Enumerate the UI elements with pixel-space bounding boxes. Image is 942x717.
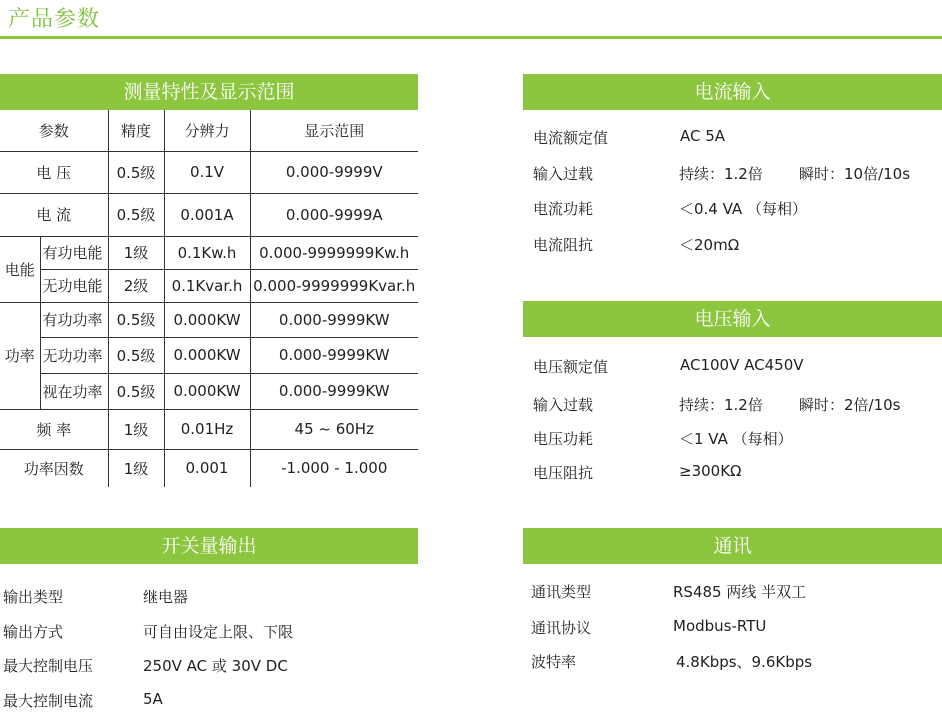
switch-output-value: 250V AC 或 30V DC bbox=[143, 657, 288, 675]
row-range: 0.000-9999KW bbox=[250, 302, 418, 337]
voltage-input-list bbox=[533, 356, 942, 486]
row-range: 0.000-9999999Kw.h bbox=[250, 236, 418, 269]
current-input-header: 电流输入 bbox=[523, 74, 942, 110]
row-resolution: 0.000KW bbox=[164, 337, 250, 373]
row-range: 0.000-9999KW bbox=[250, 373, 418, 409]
row-resolution: 0.01Hz bbox=[164, 409, 250, 449]
col-header-accuracy: 精度 bbox=[108, 110, 164, 151]
row-sub-param: 视在功率 bbox=[40, 373, 108, 409]
row-sub-param: 有功电能 bbox=[40, 236, 108, 269]
col-header-resolution: 分辨力 bbox=[164, 110, 250, 151]
switch-output-value: 继电器 bbox=[143, 588, 189, 606]
row-sub-param: 有功功率 bbox=[40, 302, 108, 337]
col-header-param: 参数 bbox=[0, 110, 108, 151]
row-accuracy: 0.5级 bbox=[108, 373, 164, 409]
row-resolution: 0.001 bbox=[164, 449, 250, 487]
table-row bbox=[0, 449, 418, 487]
page-title: 产品参数 bbox=[8, 7, 101, 32]
measurement-table bbox=[0, 110, 418, 487]
current-input-key: 电流阻抗 bbox=[533, 236, 594, 254]
communication-value: RS485 两线 半双工 bbox=[673, 583, 807, 601]
table-row bbox=[0, 151, 418, 193]
switch-output-header: 开关量输出 bbox=[0, 528, 418, 564]
table-row bbox=[0, 269, 418, 302]
communication-key: 通讯协议 bbox=[531, 619, 592, 637]
communication-value: 4.8Kbps、9.6Kbps bbox=[676, 653, 813, 671]
row-range: -1.000 - 1.000 bbox=[250, 449, 418, 487]
row-accuracy: 0.5级 bbox=[108, 337, 164, 373]
communication-header: 通讯 bbox=[523, 528, 942, 564]
row-accuracy: 2级 bbox=[108, 269, 164, 302]
communication-list bbox=[531, 581, 942, 681]
table-row bbox=[0, 302, 418, 337]
communication-key: 通讯类型 bbox=[531, 583, 592, 601]
row-accuracy: 1级 bbox=[108, 449, 164, 487]
current-input-key: 输入过载 bbox=[533, 165, 594, 183]
row-range: 45 ~ 60Hz bbox=[250, 409, 418, 449]
switch-output-key: 输出类型 bbox=[3, 588, 64, 606]
measurement-header: 测量特性及显示范围 bbox=[0, 74, 418, 110]
row-accuracy: 1级 bbox=[108, 409, 164, 449]
group-label-energy: 电能 bbox=[0, 236, 40, 302]
table-header-row bbox=[0, 110, 418, 151]
switch-output-key: 最大控制电压 bbox=[3, 657, 94, 675]
table-row bbox=[0, 373, 418, 409]
col-header-range: 显示范围 bbox=[250, 110, 418, 151]
row-resolution: 0.1Kw.h bbox=[164, 236, 250, 269]
row-range: 0.000-9999999Kvar.h bbox=[250, 269, 418, 302]
voltage-input-header: 电压输入 bbox=[523, 301, 942, 337]
current-input-value-secondary: 瞬时：10倍/10s bbox=[799, 165, 911, 183]
voltage-input-key: 电压阻抗 bbox=[533, 464, 594, 482]
row-param: 频 率 bbox=[0, 409, 108, 449]
current-input-key: 电流功耗 bbox=[533, 200, 594, 218]
current-input-key: 电流额定值 bbox=[533, 129, 609, 147]
row-resolution: 0.000KW bbox=[164, 302, 250, 337]
voltage-input-key: 电压额定值 bbox=[533, 358, 609, 376]
current-input-value: ＜0.4 VA （每相） bbox=[679, 200, 807, 218]
voltage-input-value: ＜1 VA （每相） bbox=[679, 430, 793, 448]
current-input-value: 持续：1.2倍 bbox=[679, 165, 763, 183]
row-resolution: 0.000KW bbox=[164, 373, 250, 409]
row-param: 电 流 bbox=[0, 193, 108, 236]
row-range: 0.000-9999KW bbox=[250, 337, 418, 373]
voltage-input-value: AC100V AC450V bbox=[680, 356, 804, 374]
table-row bbox=[0, 409, 418, 449]
current-input-value: ＜20mΩ bbox=[679, 236, 740, 254]
row-range: 0.000-9999A bbox=[250, 193, 418, 236]
voltage-input-key: 输入过载 bbox=[533, 396, 594, 414]
switch-output-key: 最大控制电流 bbox=[3, 692, 94, 710]
row-resolution: 0.1V bbox=[164, 151, 250, 193]
row-range: 0.000-9999V bbox=[250, 151, 418, 193]
row-resolution: 0.1Kvar.h bbox=[164, 269, 250, 302]
title-divider bbox=[0, 36, 942, 39]
row-accuracy: 0.5级 bbox=[108, 193, 164, 236]
communication-key: 波特率 bbox=[531, 653, 577, 671]
row-sub-param: 无功电能 bbox=[40, 269, 108, 302]
row-param: 功率因数 bbox=[23, 459, 84, 478]
voltage-input-key: 电压功耗 bbox=[533, 430, 594, 448]
current-input-value: AC 5A bbox=[680, 127, 726, 145]
table-row bbox=[0, 337, 418, 373]
switch-output-key: 输出方式 bbox=[3, 623, 64, 641]
communication-value: Modbus-RTU bbox=[673, 617, 767, 635]
row-accuracy: 0.5级 bbox=[108, 151, 164, 193]
table-row bbox=[0, 193, 418, 236]
voltage-input-value-secondary: 瞬时：2倍/10s bbox=[799, 396, 901, 414]
current-input-list bbox=[533, 127, 942, 257]
row-param: 电 压 bbox=[0, 151, 108, 193]
row-accuracy: 1级 bbox=[108, 236, 164, 269]
row-accuracy: 0.5级 bbox=[108, 302, 164, 337]
table-row bbox=[0, 236, 418, 269]
voltage-input-value: ≥300KΩ bbox=[679, 462, 742, 480]
voltage-input-value: 持续：1.2倍 bbox=[679, 396, 763, 414]
group-label-power: 功率 bbox=[0, 302, 40, 409]
switch-output-list bbox=[3, 586, 403, 716]
row-sub-param: 无功功率 bbox=[40, 337, 108, 373]
switch-output-value: 5A bbox=[143, 690, 163, 708]
switch-output-value: 可自由设定上限、下限 bbox=[143, 623, 294, 641]
row-resolution: 0.001A bbox=[164, 193, 250, 236]
